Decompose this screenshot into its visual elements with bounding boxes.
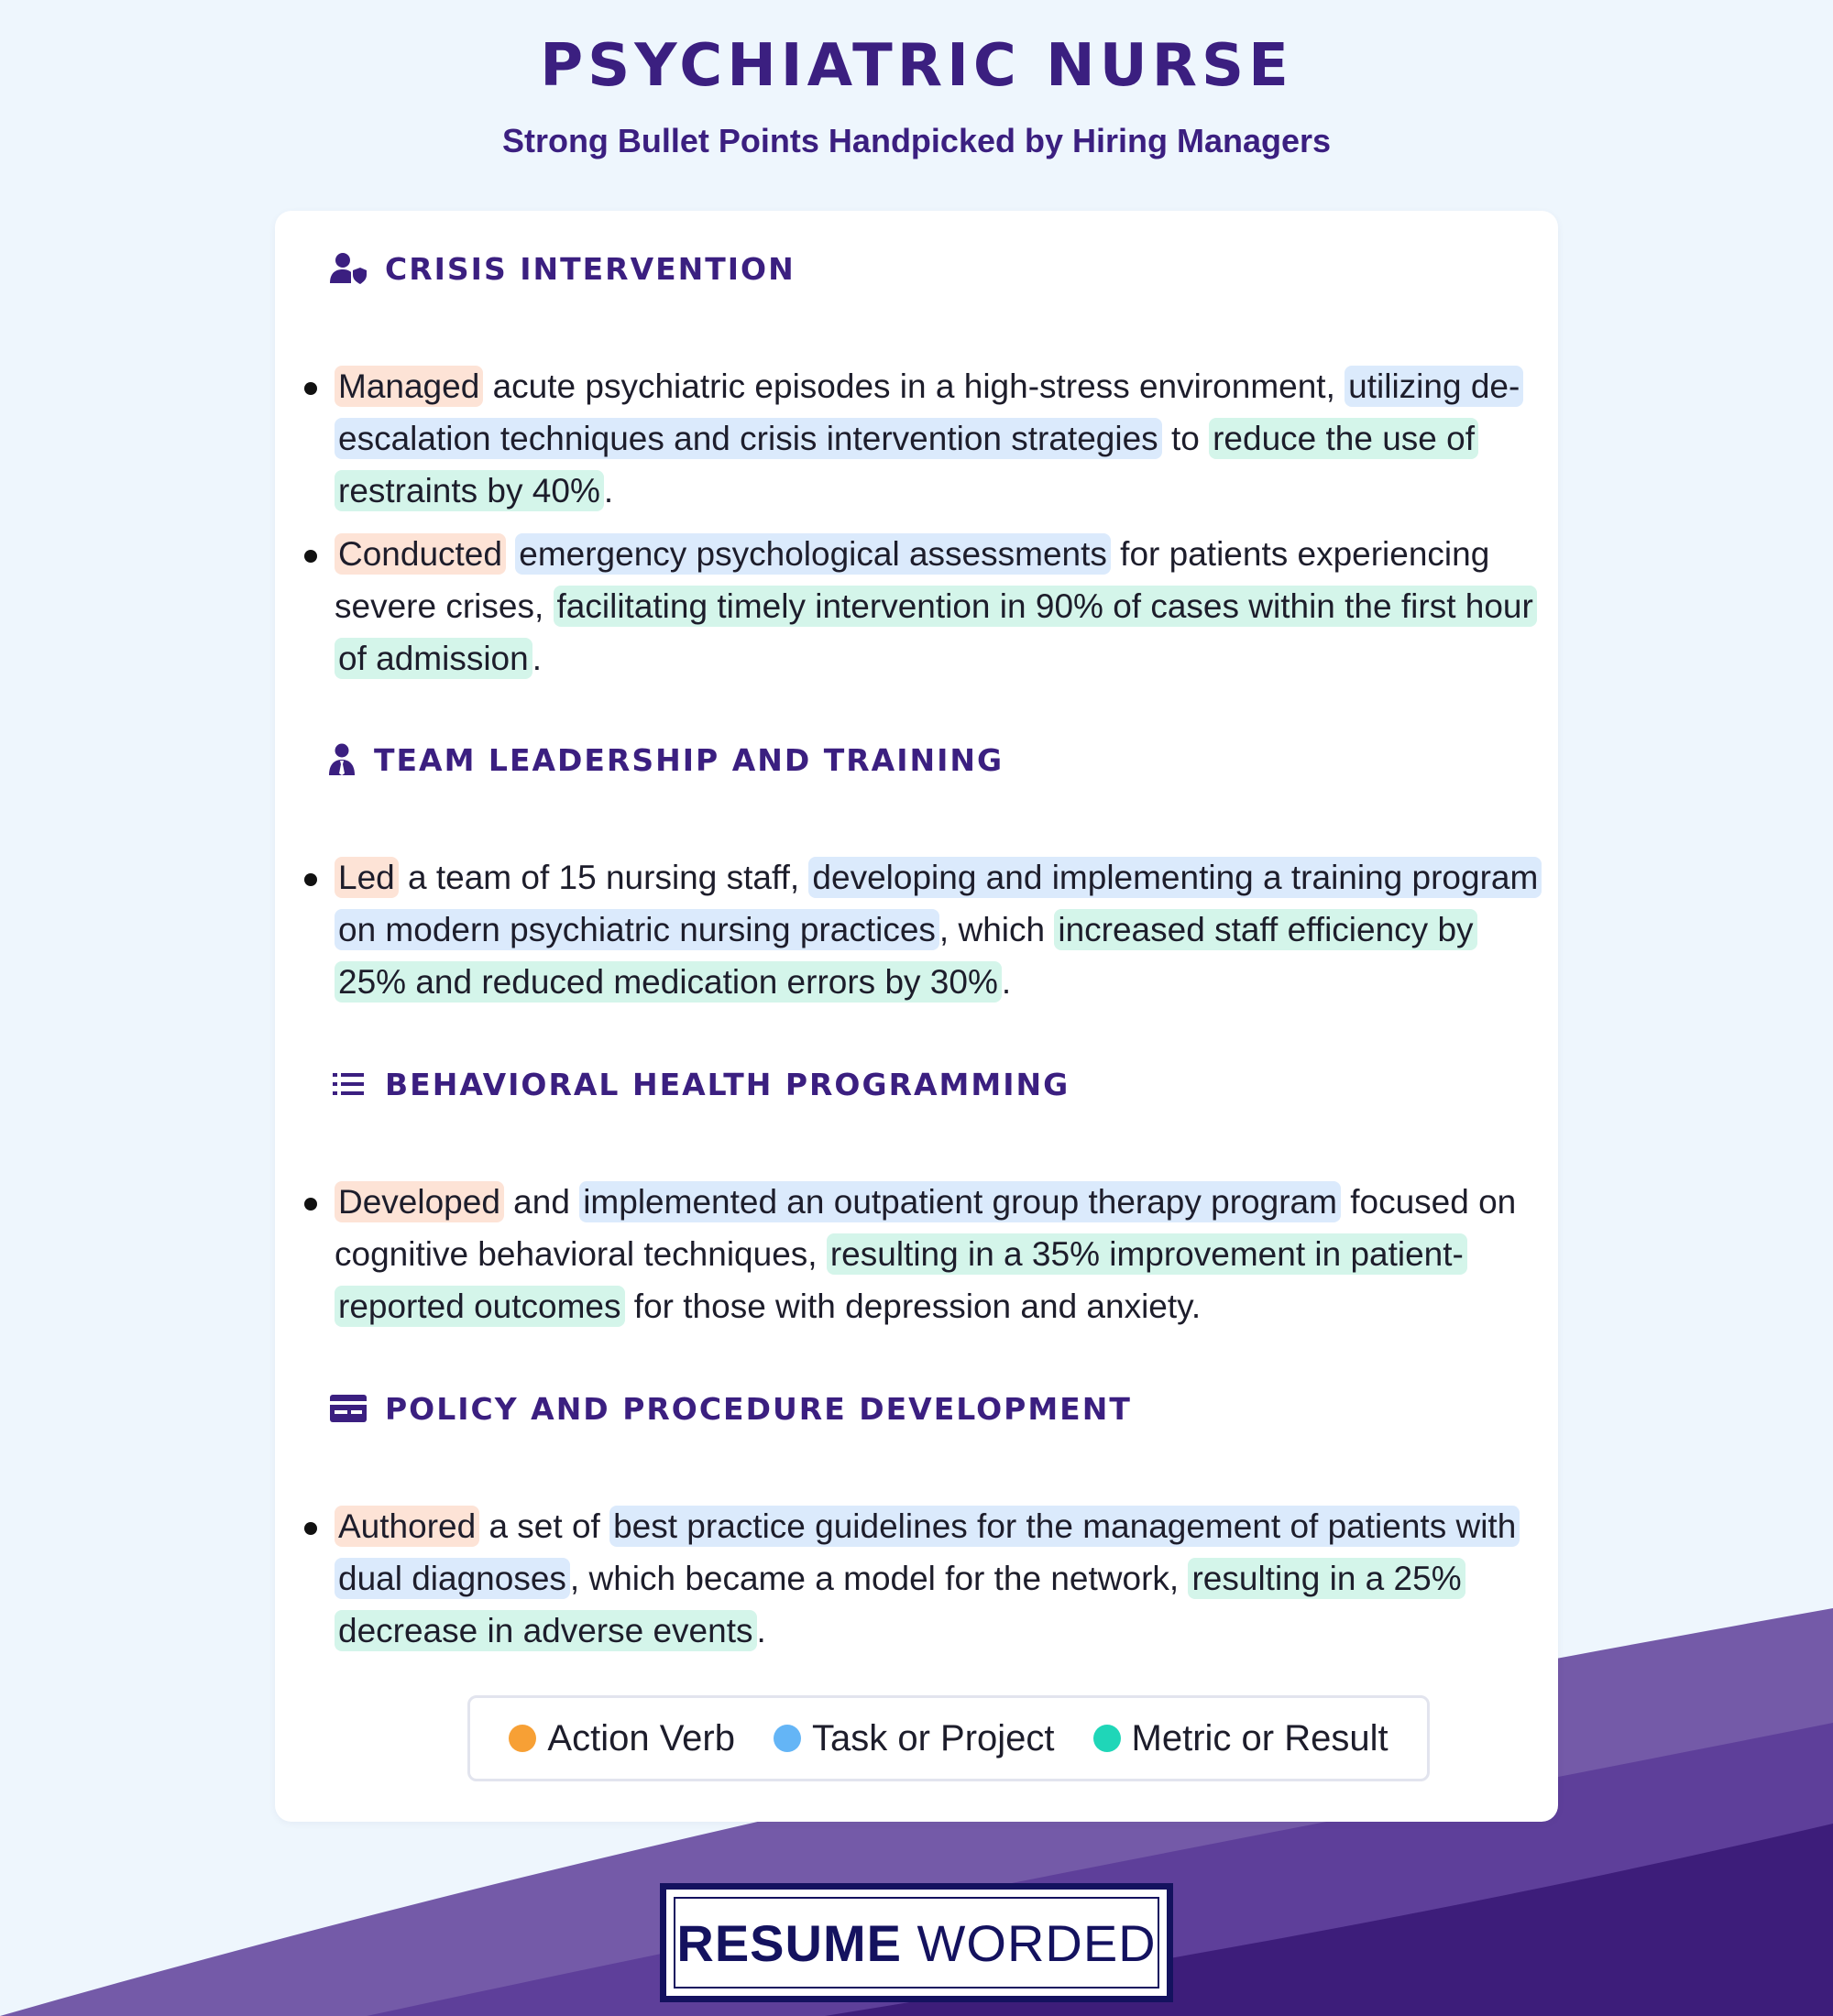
action-verb-highlight: Conducted xyxy=(335,533,506,575)
legend-dot xyxy=(509,1725,536,1752)
action-verb-highlight: Managed xyxy=(335,366,483,407)
legend-item-metric xyxy=(1093,1718,1388,1759)
logo-text-light: WORDED xyxy=(916,1913,1157,1972)
bullet-text: . xyxy=(756,1612,766,1649)
bullet-text: . xyxy=(532,640,542,677)
bullet-item xyxy=(275,1500,1558,1657)
action-verb-highlight: Authored xyxy=(335,1506,479,1547)
metric-highlight: resulting in a 25% decrease in adverse events xyxy=(335,1558,1465,1651)
legend-dot xyxy=(774,1725,801,1752)
bullet-text: and xyxy=(503,1183,580,1221)
metric-highlight: facilitating timely intervention in 90% of cases within the first hour of admission xyxy=(335,586,1537,679)
bullet-text: for those with depression and anxiety. xyxy=(624,1287,1202,1325)
bullet-text: to xyxy=(1161,420,1210,457)
task-highlight: utilizing de-escalation techniques and crisis intervention strategies xyxy=(335,366,1523,459)
bullet-list xyxy=(275,851,1558,1019)
bullet-points-card xyxy=(275,211,1558,1822)
bullet-text: . xyxy=(1001,963,1012,1001)
bullet-text: for patients experiencing severe crises, xyxy=(335,535,1490,625)
logo-text xyxy=(676,1913,1156,1973)
logo-text-bold: RESUME xyxy=(676,1913,902,1972)
metric-highlight: increased staff efficiency by 25% and reduced medication errors by 30% xyxy=(335,909,1477,1003)
legend-dot xyxy=(1093,1725,1121,1752)
page-subtitle: Strong Bullet Points Handpicked by Hiring Managers xyxy=(501,122,1332,159)
page-header xyxy=(0,27,1833,163)
section-title: CRISIS INTERVENTION xyxy=(385,250,796,287)
bullet-list xyxy=(275,1176,1558,1343)
page-title: PSYCHIATRIC NURSE xyxy=(540,32,1293,100)
resume-worded-logo[interactable] xyxy=(660,1883,1173,2002)
bullet-list xyxy=(275,1500,1558,1668)
section-header xyxy=(328,1061,1070,1107)
legend-item-task xyxy=(774,1718,1055,1759)
bullet-item xyxy=(275,528,1558,685)
user-shield-icon xyxy=(328,248,368,289)
user-tie-icon xyxy=(328,740,356,780)
section-header xyxy=(328,737,1004,783)
metric-highlight: reduce the use of restraints by 40% xyxy=(335,418,1478,511)
bullet-list xyxy=(275,360,1558,696)
id-card-icon xyxy=(328,1388,368,1429)
list-icon xyxy=(328,1064,368,1104)
bullet-text: . xyxy=(603,472,614,509)
bullet-text xyxy=(506,535,515,573)
legend-label: Metric or Result xyxy=(1131,1717,1388,1759)
metric-highlight: resulting in a 35% improvement in patient-reported outcomes xyxy=(335,1233,1467,1327)
bullet-text: a team of 15 nursing staff, xyxy=(398,859,809,896)
bullet-text: a set of xyxy=(479,1507,610,1545)
bullet-text: acute psychiatric episodes in a high-stress environment, xyxy=(483,367,1345,405)
legend-label: Task or Project xyxy=(811,1717,1055,1759)
legend-item-action-verb xyxy=(509,1718,735,1759)
section-header xyxy=(328,1386,1132,1431)
bullet-text: , which became a model for the network, xyxy=(569,1560,1189,1597)
section-title: TEAM LEADERSHIP AND TRAINING xyxy=(374,741,1004,778)
section-title: BEHAVIORAL HEALTH PROGRAMMING xyxy=(385,1066,1070,1102)
section-title: POLICY AND PROCEDURE DEVELOPMENT xyxy=(385,1390,1132,1427)
task-highlight: implemented an outpatient group therapy program xyxy=(579,1181,1341,1222)
bullet-text: focused on cognitive behavioral techniques, xyxy=(335,1183,1517,1273)
bullet-item xyxy=(275,851,1558,1008)
action-verb-highlight: Led xyxy=(335,857,399,898)
bullet-item xyxy=(275,360,1558,517)
highlight-legend xyxy=(467,1695,1430,1781)
bullet-item xyxy=(275,1176,1558,1332)
task-highlight: developing and implementing a training program on modern psychiatric nursing practices xyxy=(335,857,1542,950)
action-verb-highlight: Developed xyxy=(335,1181,504,1222)
bullet-text: , which xyxy=(938,911,1055,948)
task-highlight: best practice guidelines for the management of patients with dual diagnoses xyxy=(335,1506,1520,1599)
section-header xyxy=(328,246,796,291)
legend-label: Action Verb xyxy=(547,1717,735,1759)
task-highlight: emergency psychological assessments xyxy=(515,533,1111,575)
